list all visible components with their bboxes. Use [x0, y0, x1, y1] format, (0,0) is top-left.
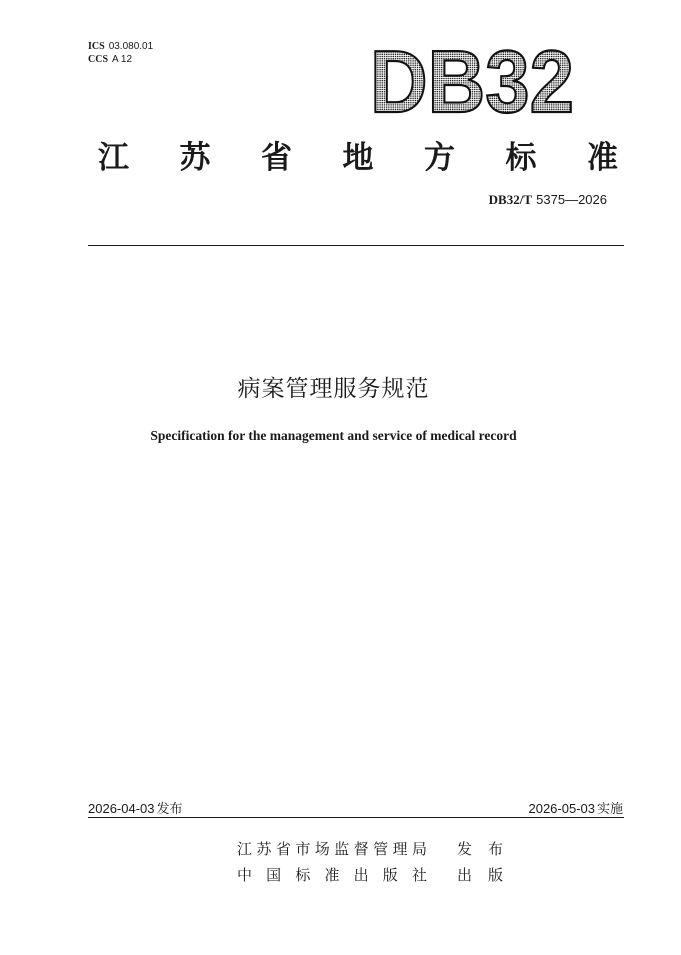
publisher-char: 中	[237, 866, 253, 884]
standard-number	[489, 192, 607, 208]
issuer-char: 市	[295, 840, 311, 858]
ics-code	[88, 40, 153, 53]
publisher-char: 标	[295, 866, 311, 884]
classification-codes	[88, 40, 153, 66]
logo-text: DB32	[370, 40, 574, 122]
issuer-row	[237, 836, 503, 862]
publisher-char: 准	[324, 866, 340, 884]
publisher-char: 版	[382, 866, 398, 884]
standard-type-char: 准	[587, 139, 618, 176]
title-chinese: 病案管理服务规范	[237, 376, 430, 402]
implement-label: 实施	[596, 802, 623, 817]
issue-date-value: 2026-04-03	[88, 801, 155, 816]
implement-date	[528, 798, 623, 817]
issuer-char: 场	[314, 840, 330, 858]
db32-logo	[368, 40, 578, 122]
publisher-char: 社	[411, 866, 427, 884]
issuer-char: 管	[373, 840, 389, 858]
standard-type-title	[98, 134, 618, 174]
issuer-action-char: 布	[487, 840, 503, 858]
standard-type-char: 方	[424, 139, 455, 176]
issue-label: 发布	[156, 802, 183, 817]
issuer-action-char: 发	[457, 840, 473, 858]
ccs-value: A 12	[112, 54, 133, 65]
standard-type-char: 江	[98, 139, 129, 176]
title-english: Specification for the management and service of medical record	[150, 428, 517, 443]
ccs-label: CCS	[88, 54, 109, 65]
issuer-char: 省	[275, 840, 291, 858]
issuer-char: 督	[353, 840, 369, 858]
standard-number-value: 5375—2026	[536, 192, 607, 207]
issuer-char: 局	[411, 840, 427, 858]
standard-type-char: 省	[261, 139, 292, 176]
publisher-action-char: 版	[487, 866, 503, 884]
ccs-code	[88, 53, 153, 66]
standard-type-char: 地	[342, 139, 374, 176]
publisher-char: 国	[266, 866, 282, 884]
issuer-char: 江	[237, 840, 253, 858]
publishers	[237, 836, 503, 888]
implement-date-value: 2026-05-03	[528, 801, 595, 816]
ics-label: ICS	[88, 41, 105, 52]
standard-type-char: 苏	[179, 139, 211, 176]
publisher-char: 出	[353, 866, 369, 884]
issuer-char: 苏	[256, 840, 272, 858]
bottom-divider	[88, 817, 624, 818]
issuer-action	[457, 836, 503, 862]
issue-date	[88, 798, 183, 817]
standard-type-char: 标	[505, 139, 537, 176]
issuer-char: 监	[334, 840, 350, 858]
issuer-name	[237, 836, 427, 862]
ics-value: 03.080.01	[108, 41, 154, 52]
publisher-name	[237, 862, 427, 888]
publisher-action	[457, 862, 503, 888]
issuer-char: 理	[392, 840, 408, 858]
top-divider	[88, 245, 624, 246]
standard-number-prefix: DB32/T	[488, 192, 533, 207]
publisher-row	[237, 862, 503, 888]
publisher-action-char: 出	[457, 866, 473, 884]
